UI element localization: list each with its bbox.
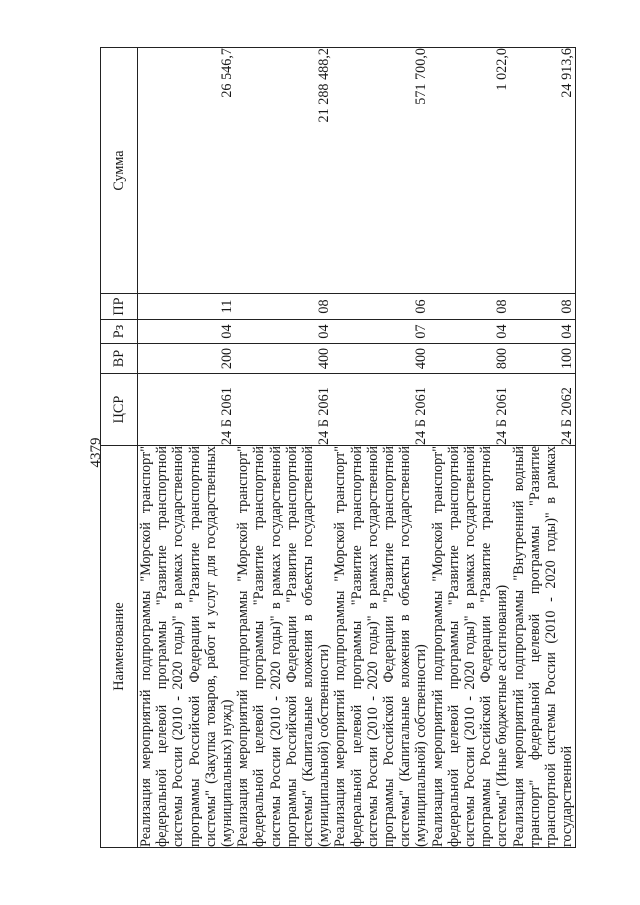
header-name: Наименование <box>101 446 138 848</box>
header-csr: ЦСР <box>101 374 138 446</box>
table-row <box>235 48 332 848</box>
row-rz: 07 <box>332 320 429 344</box>
row-sum: 24 913,6 <box>511 48 576 294</box>
header-rz: Рз <box>101 320 138 344</box>
row-sum: 21 288 488,2 <box>235 48 332 294</box>
row-csr: 24 Б 2061 <box>430 374 511 446</box>
row-rz: 04 <box>235 320 332 344</box>
table-row <box>138 48 236 848</box>
budget-table <box>100 47 576 848</box>
row-rz: 04 <box>430 320 511 344</box>
row-pr: 08 <box>430 294 511 320</box>
row-name: Реализация мероприятий подпрограммы "Морской транспорт" федеральной целевой программы "Развитие транспортной системы России (2010 - 2020 годы)" в рамках государственной программы Российской Федерации "Развитие транспортной системы" (Капитальные вложения в объекты государственной (муниципальной) собственности) <box>235 446 333 847</box>
row-name: Реализация мероприятий подпрограммы "Морской транспорт" федеральной целевой программы "Развитие транспортной системы России (2010 - 2020 годы)" в рамках государственной программы Российской Федерации "Развитие транспортной системы" (Закупка товаров, работ и услуг для государственных (муниципальных) нужд) <box>138 446 236 847</box>
table-header-row <box>101 48 138 848</box>
row-pr: 08 <box>511 294 576 320</box>
row-vr: 100 <box>511 344 576 374</box>
row-vr: 200 <box>138 344 236 374</box>
row-pr: 08 <box>235 294 332 320</box>
row-vr: 800 <box>430 344 511 374</box>
table-row <box>511 48 576 848</box>
row-vr: 400 <box>332 344 429 374</box>
row-vr: 400 <box>235 344 332 374</box>
row-csr: 24 Б 2061 <box>235 374 332 446</box>
row-csr: 24 Б 2061 <box>138 374 236 446</box>
row-rz: 04 <box>138 320 236 344</box>
row-sum: 26 546,7 <box>138 48 236 294</box>
row-name: Реализация мероприятий подпрограммы "Морской транспорт" федеральной целевой программы "Развитие транспортной системы России (2010 - 2020 годы)" в рамках государственной программы Российской Федерации "Развитие транспортной системы" (Иные бюджетные ассигнования) <box>429 446 511 847</box>
row-name: Реализация мероприятий подпрограммы "Морской транспорт" федеральной целевой программы "Развитие транспортной системы России (2010 - 2020 годы)" в рамках государственной программы Российской Федерации "Развитие транспортной системы" (Капитальные вложения в объекты государственной (муниципальной) собственности) <box>332 446 430 847</box>
row-sum: 1 022,0 <box>430 48 511 294</box>
row-pr: 06 <box>332 294 429 320</box>
page-number: 4379 <box>88 437 104 468</box>
row-name: Реализация мероприятий подпрограммы "Внутренний водный транспорт" федеральной целевой программы "Развитие транспортной системы России (2010 - 2020 годы)" в рамках государственной <box>510 446 576 847</box>
row-csr: 24 Б 2061 <box>332 374 429 446</box>
header-vr: ВР <box>101 344 138 374</box>
row-csr: 24 Б 2062 <box>511 374 576 446</box>
table-row <box>332 48 429 848</box>
row-sum: 571 700,0 <box>332 48 429 294</box>
header-pr: ПР <box>101 294 138 320</box>
header-sum: Сумма <box>101 48 138 294</box>
table-row <box>430 48 511 848</box>
row-pr: 11 <box>138 294 236 320</box>
row-rz: 04 <box>511 320 576 344</box>
